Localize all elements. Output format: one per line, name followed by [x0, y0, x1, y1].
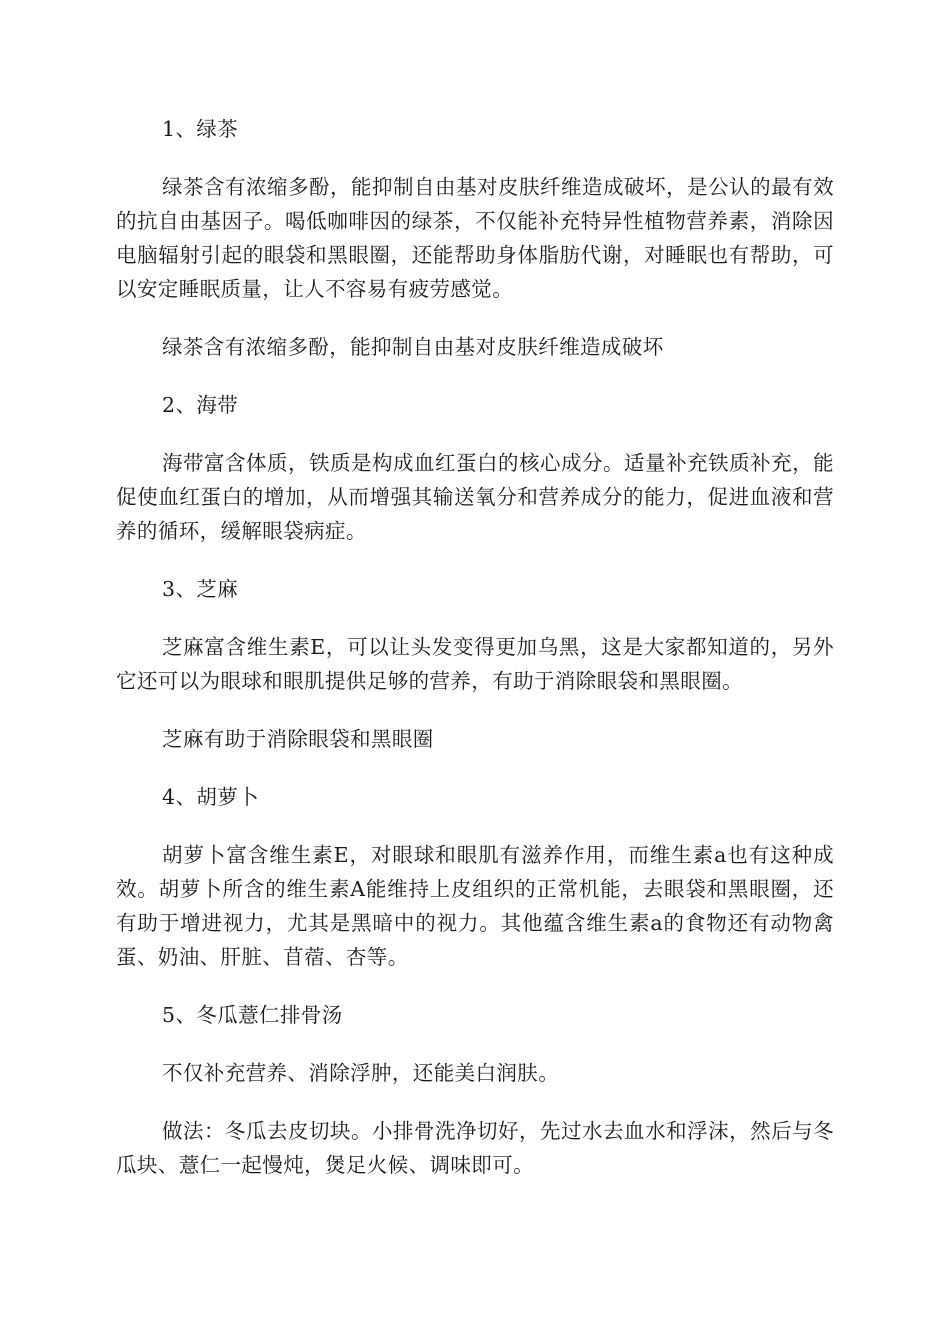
paragraph-soup-method: 做法：冬瓜去皮切块。小排骨洗净切好，先过水去血水和浮沫，然后与冬瓜块、薏仁一起慢炖，煲足火候、调味即可。: [116, 1119, 834, 1177]
section-heading-sesame: 3、芝麻: [162, 577, 239, 601]
document-body: [116, 112, 834, 1206]
paragraph-kelp-body: 海带富含体质，铁质是构成血红蛋白的核心成分。适量补充铁质补充，能促使血红蛋白的增加，从而增强其输送氧分和营养成分的能力，促进血液和营养的循环，缓解眼袋病症。: [116, 451, 834, 543]
paragraph-sesame-body: 芝麻富含维生素E，可以让头发变得更加乌黑，这是大家都知道的，另外它还可以为眼球和眼肌提供足够的营养，有助于消除眼袋和黑眼圈。: [116, 635, 834, 693]
section-heading-carrot: 4、胡萝卜: [162, 785, 260, 809]
paragraph-carrot-body: 胡萝卜富含维生素E，对眼球和眼肌有滋养作用，而维生素a也有这种成效。胡萝卜所含的维生素A能维持上皮组织的正常机能，去眼袋和黑眼圈，还有助于增进视力，尤其是黑暗中的视力。其他蕴含维生素a的食物还有动物禽蛋、奶油、肝脏、苜蓿、杏等。: [116, 843, 834, 969]
paragraph-green-tea-body: 绿茶含有浓缩多酚，能抑制自由基对皮肤纤维造成破坏，是公认的最有效的抗自由基因子。喝低咖啡因的绿茶，不仅能补充特异性植物营养素，消除因电脑辐射引起的眼袋和黑眼圈，还能帮助身体脂肪代谢，对睡眠也有帮助，可以安定睡眠质量，让人不容易有疲劳感觉。: [116, 175, 834, 301]
section-heading-kelp: 2、海带: [162, 393, 239, 417]
paragraph-green-tea-caption: 绿茶含有浓缩多酚，能抑制自由基对皮肤纤维造成破坏: [162, 335, 664, 359]
paragraph-soup-benefit: 不仅补充营养、消除浮肿，还能美白润肤。: [162, 1061, 560, 1085]
section-heading-soup: 5、冬瓜薏仁排骨汤: [162, 1003, 343, 1027]
section-heading-green-tea: 1、绿茶: [162, 117, 239, 141]
paragraph-sesame-caption: 芝麻有助于消除眼袋和黑眼圈: [162, 727, 434, 751]
